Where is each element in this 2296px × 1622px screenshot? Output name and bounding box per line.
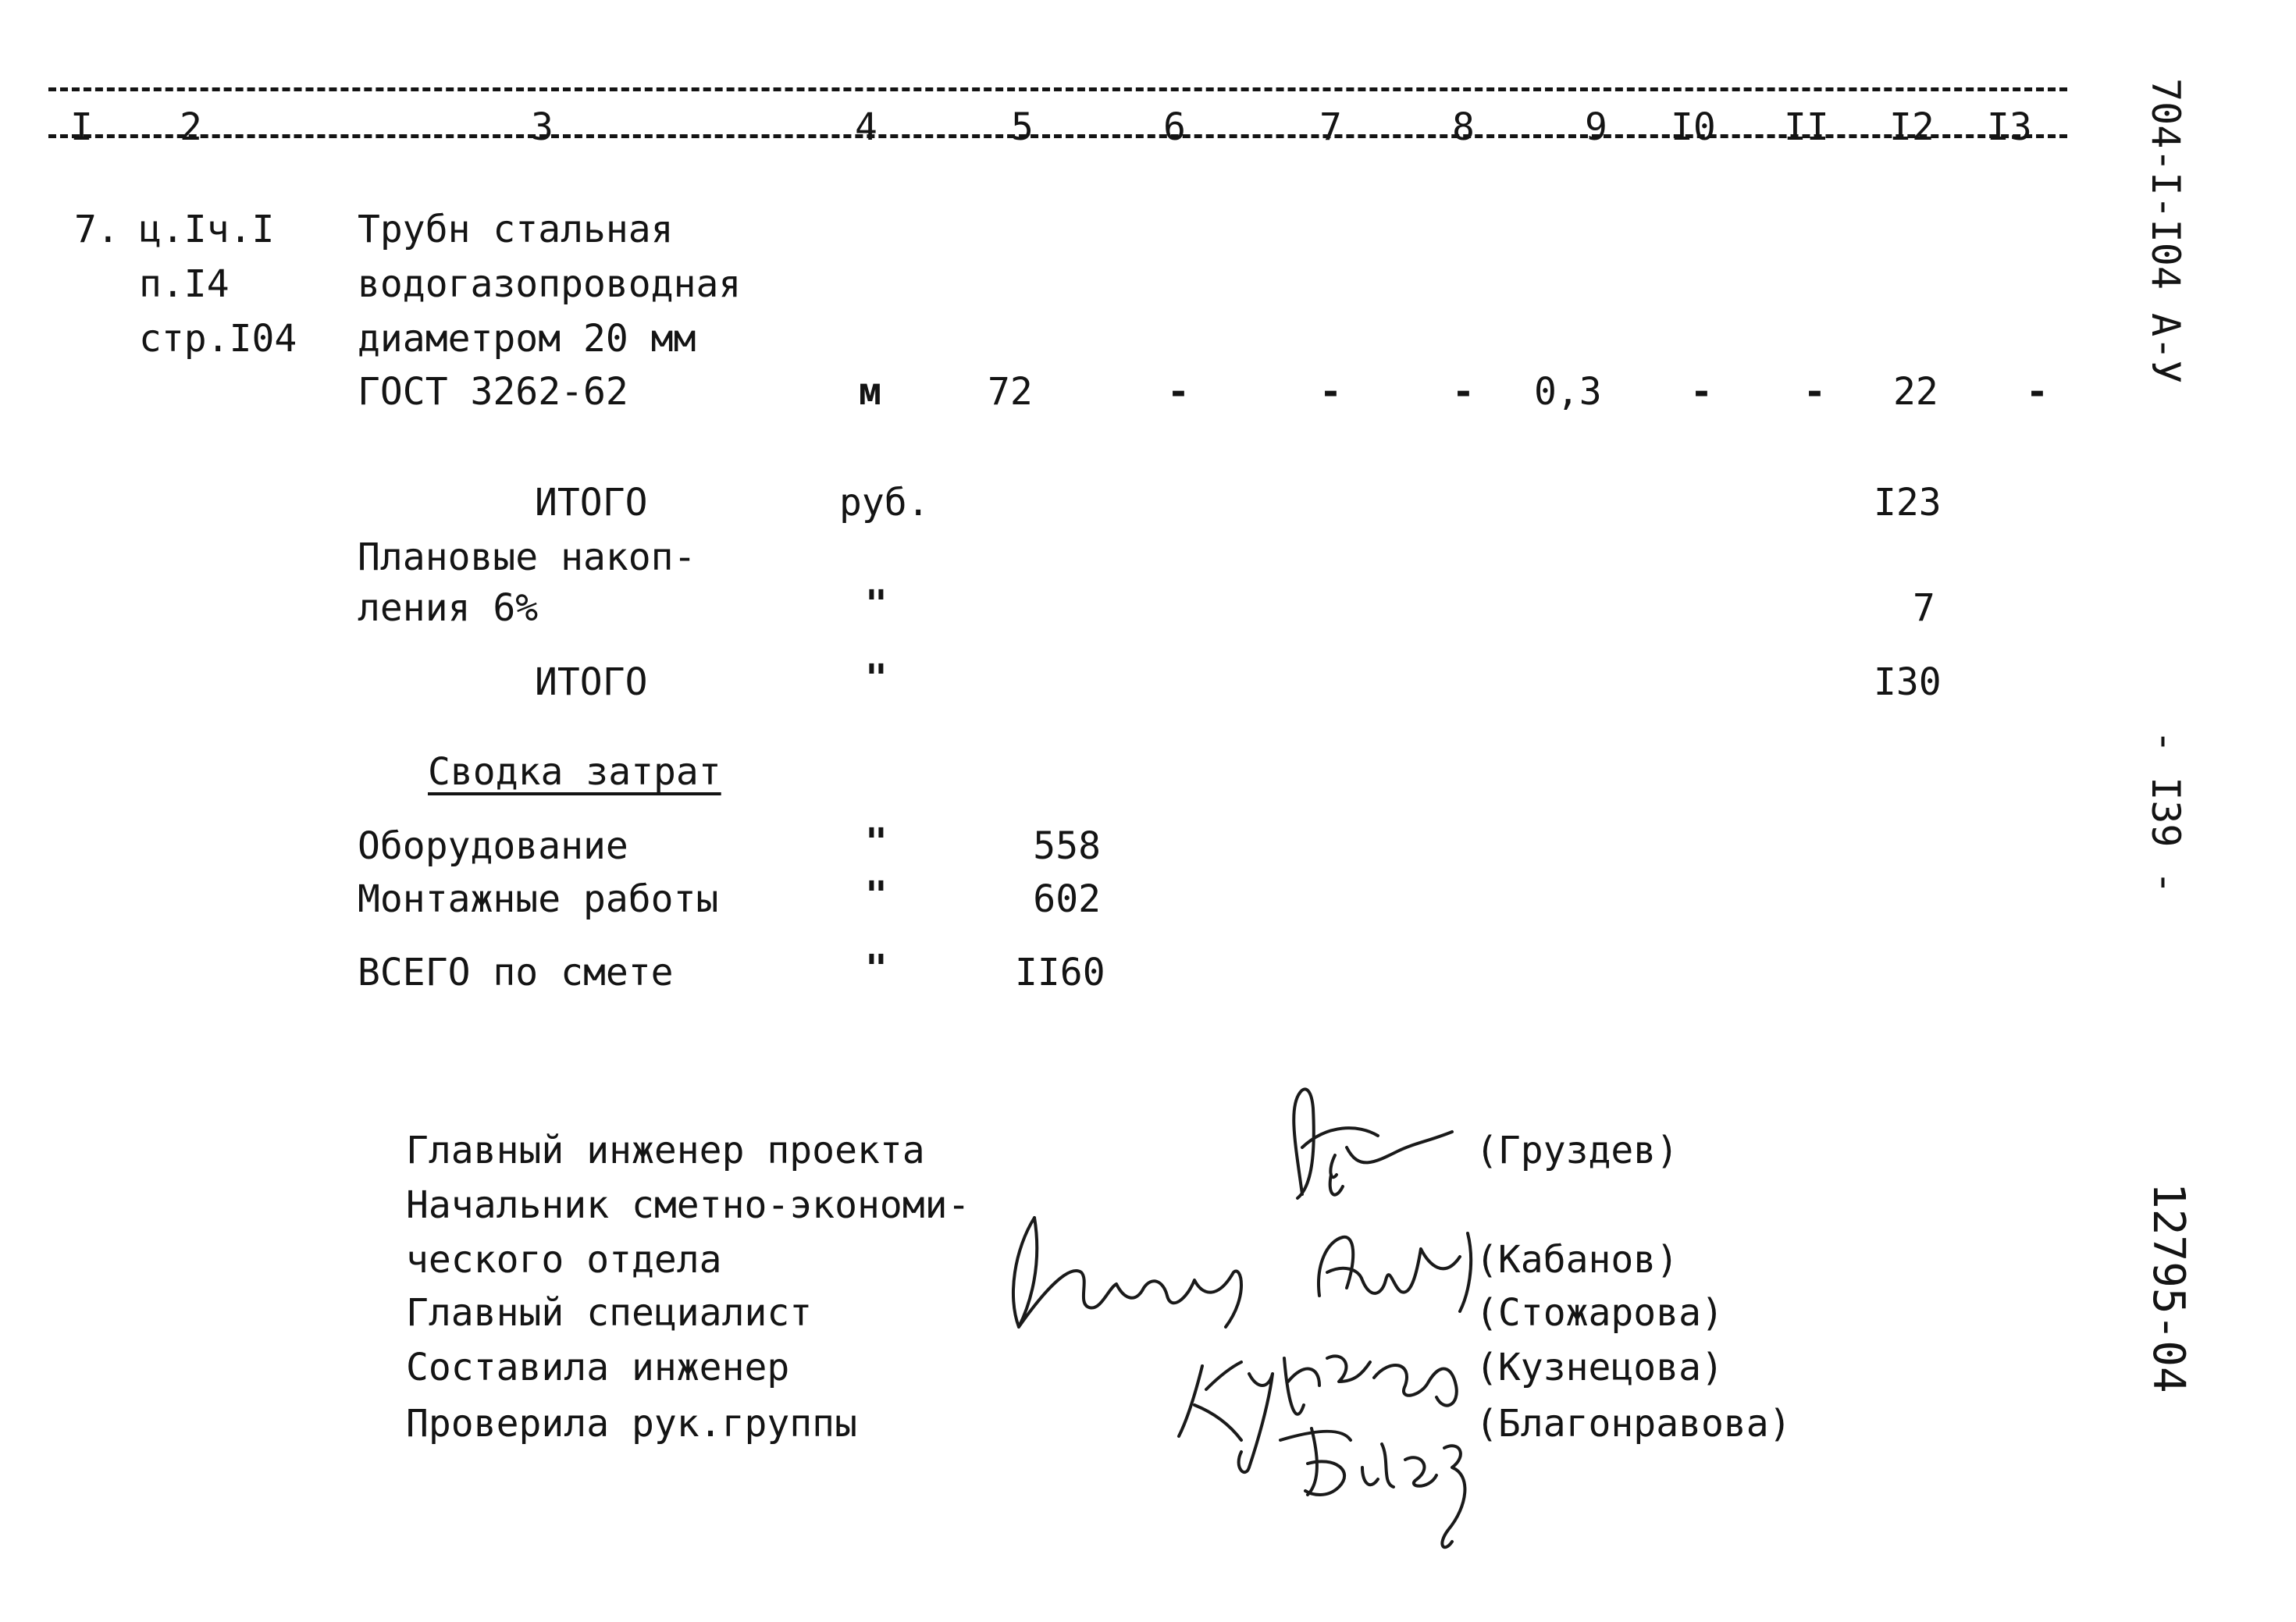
signature-role: Составила инженер (406, 1346, 790, 1389)
summary-row-unit: " (865, 873, 888, 917)
column-number-13: I3 (1987, 105, 2032, 149)
signature-blagonravova-mark (1280, 1428, 1465, 1547)
signature-role: Проверила рук.группы (406, 1402, 857, 1446)
item-col7: - (1319, 370, 1342, 414)
itogo-1-label: ИТОГО (535, 481, 648, 525)
item-ref-line-1: ц.Iч.I (139, 208, 275, 251)
item-col12: 22 (1893, 370, 1938, 414)
column-number-9: 9 (1585, 105, 1607, 149)
planned-unit: " (865, 582, 888, 626)
summary-title: Сводка затрат (428, 750, 721, 794)
item-desc-line-3: диаметром 20 мм (358, 317, 696, 361)
item-col6: - (1167, 370, 1190, 414)
item-desc-line-1: Трубн стальная (358, 208, 674, 251)
column-number-1: I (70, 105, 93, 149)
itogo-2-value: I30 (1874, 660, 1942, 704)
summary-row-unit: " (865, 947, 888, 991)
summary-row-value: 602 (1033, 877, 1101, 921)
page-number: - I39 - (2143, 730, 2188, 895)
column-number-7: 7 (1319, 105, 1342, 149)
item-col8: - (1452, 370, 1475, 414)
column-number-2: 2 (180, 105, 202, 149)
item-col13: - (2026, 370, 2049, 414)
itogo-2-unit: " (865, 656, 888, 700)
planned-accumulation-line-2: ления 6% (358, 586, 539, 630)
item-desc-line-4: ГОСТ 3262-62 (358, 370, 628, 414)
signature-gruzdev-mark (1294, 1089, 1452, 1198)
item-desc-line-2: водогазопроводная (358, 262, 742, 306)
signature-role: Главный инженер проекта (406, 1129, 925, 1172)
signature-name: (Благонравова) (1475, 1402, 1792, 1446)
planned-value: 7 (1913, 586, 1935, 630)
sheet-id: 12795-04 (2143, 1183, 2194, 1393)
summary-row-value: II60 (1015, 951, 1105, 994)
column-number-5: 5 (1011, 105, 1034, 149)
document-code: 704-I-I04 А-У (2143, 78, 2188, 384)
item-ref-line-2: п.I4 (139, 262, 230, 306)
summary-row-value: 558 (1033, 824, 1101, 868)
signature-role: Главный специалист (406, 1291, 813, 1335)
signature-name: (Груздев) (1475, 1129, 1679, 1172)
signature-role: Начальник сметно-экономи- (406, 1183, 970, 1227)
column-number-8: 8 (1452, 105, 1475, 149)
item-col9: 0,3 (1534, 370, 1602, 414)
signature-gruzdev-loop (1330, 1175, 1343, 1195)
signature-stozharova-mark (1013, 1218, 1241, 1327)
item-qty: 72 (988, 370, 1033, 414)
itogo-1-value: I23 (1874, 481, 1942, 525)
itogo-1-unit: руб. (839, 481, 930, 525)
summary-row-label: ВСЕГО по смете (358, 951, 674, 994)
signature-role: ческого отдела (406, 1238, 722, 1282)
item-col11: - (1803, 370, 1826, 414)
itogo-2-label: ИТОГО (535, 660, 648, 704)
signature-name: (Кабанов) (1475, 1238, 1679, 1282)
column-number-11: II (1784, 105, 1829, 149)
summary-row-unit: " (865, 820, 888, 864)
column-number-3: 3 (531, 105, 554, 149)
column-number-12: I2 (1889, 105, 1935, 149)
item-ref-line-3: стр.I04 (139, 317, 297, 361)
item-col10: - (1690, 370, 1713, 414)
signature-kabanov-mark (1319, 1233, 1471, 1311)
column-number-6: 6 (1163, 105, 1186, 149)
item-number: 7. (74, 208, 119, 251)
planned-accumulation-line-1: Плановые накоп- (358, 535, 696, 579)
item-unit: м (859, 370, 881, 414)
signature-name: (Кузнецова) (1475, 1346, 1724, 1389)
summary-row-label: Оборудование (358, 824, 628, 868)
column-number-4: 4 (855, 105, 877, 149)
summary-row-label: Монтажные работы (358, 877, 719, 921)
signature-name: (Стожарова) (1475, 1291, 1724, 1335)
column-number-10: I0 (1671, 105, 1716, 149)
